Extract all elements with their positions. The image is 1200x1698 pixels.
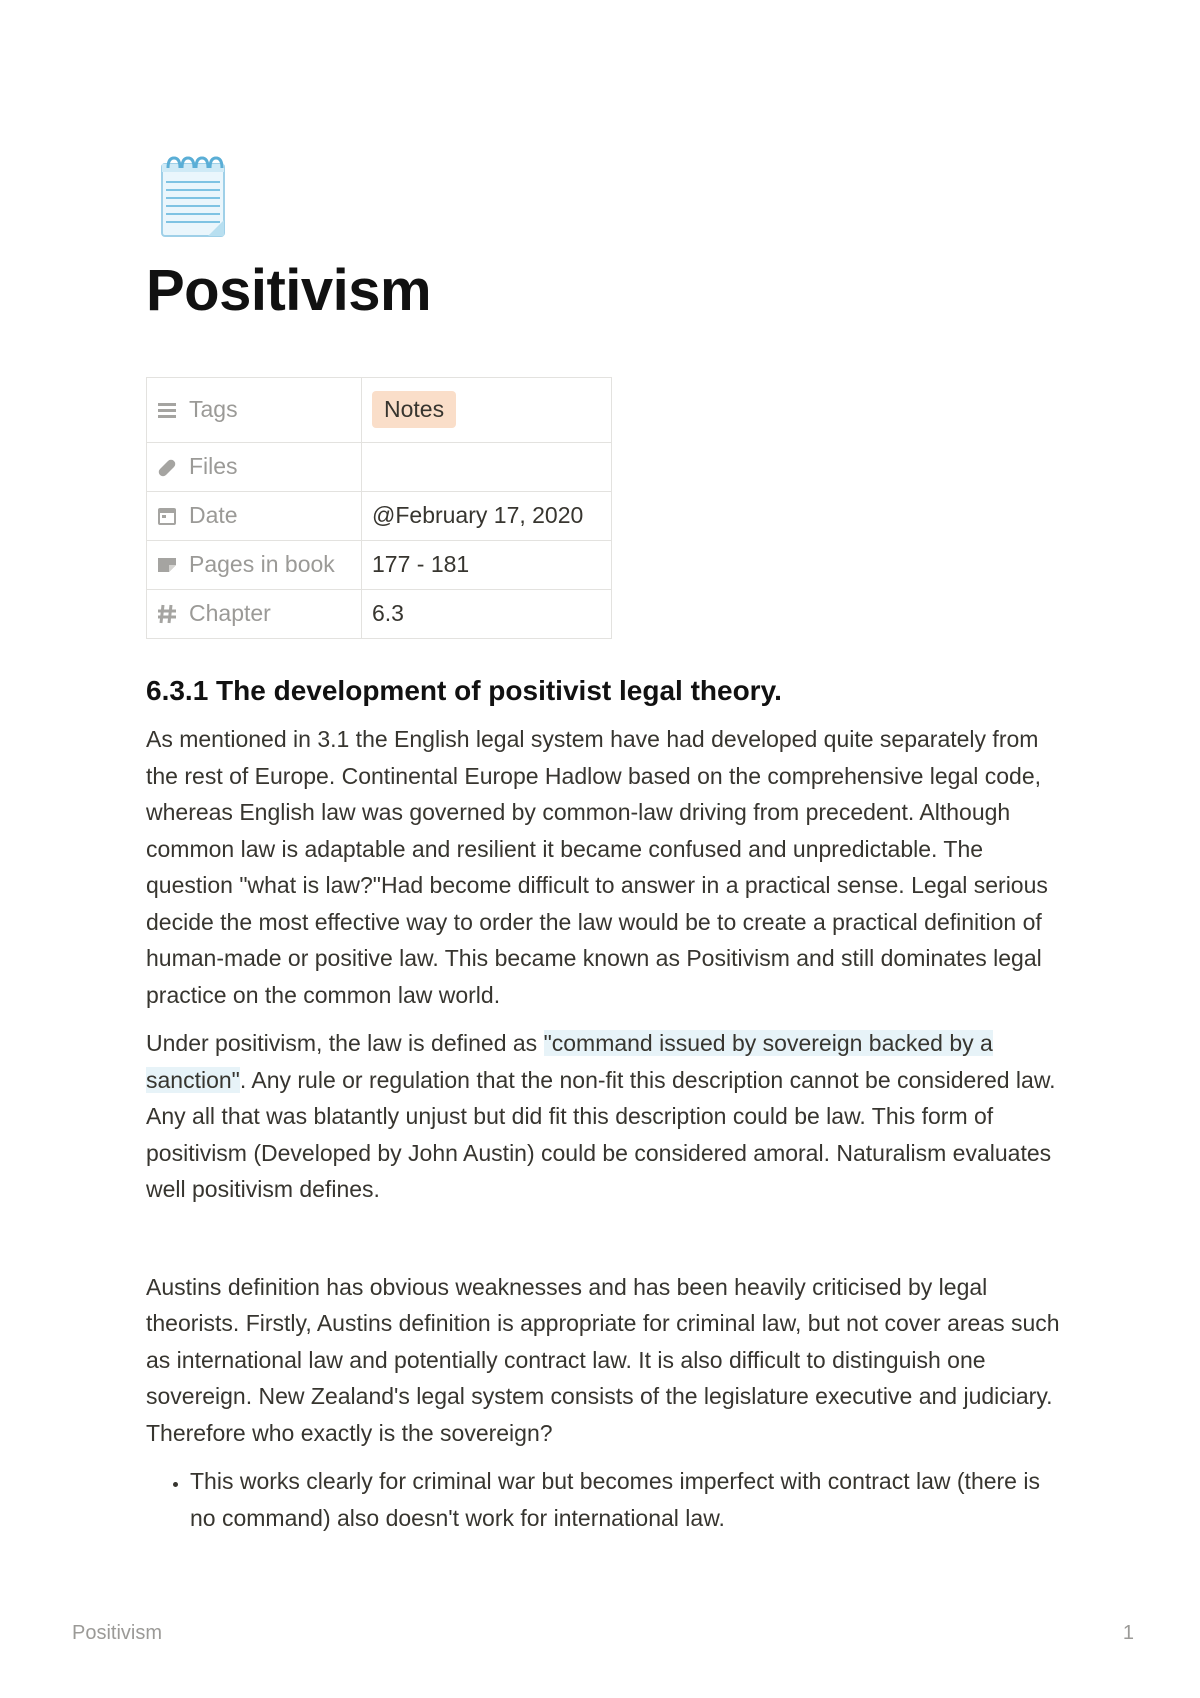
properties-table [146,377,612,639]
property-value[interactable]: 177 - 181 [362,540,612,589]
property-label: Pages in book [189,551,335,578]
property-key[interactable] [147,442,362,491]
property-row-tags[interactable] [147,377,612,442]
property-value[interactable] [362,377,612,442]
property-label: Files [189,453,238,480]
paperclip-icon [157,456,177,476]
property-key[interactable] [147,377,362,442]
tag-badge[interactable]: Notes [372,391,456,428]
property-row-files[interactable] [147,442,612,491]
paragraph-text: Under positivism, the law is defined as [146,1030,544,1057]
section-heading[interactable]: 6.3.1 The development of positivist legal theory. [146,674,782,706]
property-key[interactable] [147,589,362,638]
property-value[interactable]: @February 17, 2020 [362,491,612,540]
property-label: Chapter [189,600,271,627]
paragraph[interactable] [146,1025,1066,1208]
footer-title: Positivism [72,1622,163,1644]
list-icon [157,399,177,419]
page-number: 1 [1122,1622,1134,1644]
highlighted-quote: "command issued by sovereign backed by a sanction" [146,1030,993,1093]
property-key[interactable] [147,491,362,540]
bullet-list [146,1463,1066,1536]
hash-icon [157,603,177,623]
text-icon [157,554,177,574]
page-content [146,150,1066,1536]
property-label: Date [189,502,238,529]
page-title[interactable]: Positivism [146,258,432,323]
property-row-pages[interactable] [147,540,612,589]
property-key[interactable] [147,540,362,589]
paragraph[interactable]: Austins definition has obvious weaknesses and has been heavily criticised by legal theorists. Firstly, Austins definition is appropriate for criminal law, but not cover areas such as international law and potentially contract law. It is also difficult to distinguish one sovereign. New Zealand's legal system consists of the legislature executive and judiciary. Therefore who exactly is the sovereign? [146,1273,1060,1446]
property-label: Tags [189,396,238,423]
paragraph-text: . Any rule or regulation that the non-fit this description cannot be considered law. Any all that was blatantly unjust but did fit this description could be law. This form of positivism (Developed by John Austin) could be considered amoral. Naturalism evaluates well positivism defines. [146,1066,1056,1203]
paragraph[interactable]: As mentioned in 3.1 the English legal system have had developed quite separately from the rest of Europe. Continental Europe Hadlow based on the comprehensive legal code, whereas English law was governed by common-law driving from precedent. Although common law is adaptable and resilient it became confused and unpredictable. The question "what is law?"Had become difficult to answer in a practical sense. Legal serious decide the most effective way to order the law would be to create a practical definition of human-made or positive law. This became known as Positivism and still dominates legal practice on the common law world. [146,726,1048,1008]
property-value[interactable]: 6.3 [362,589,612,638]
property-row-chapter[interactable] [147,589,612,638]
empty-block[interactable] [146,1220,1066,1269]
calendar-icon [157,505,177,525]
property-value[interactable] [362,442,612,491]
notepad-icon[interactable] [154,150,234,240]
list-item[interactable]: • This works clearly for criminal war but becomes imperfect with contract law (there is no command) also doesn't work for international law. [190,1463,1066,1536]
property-row-date[interactable] [147,491,612,540]
